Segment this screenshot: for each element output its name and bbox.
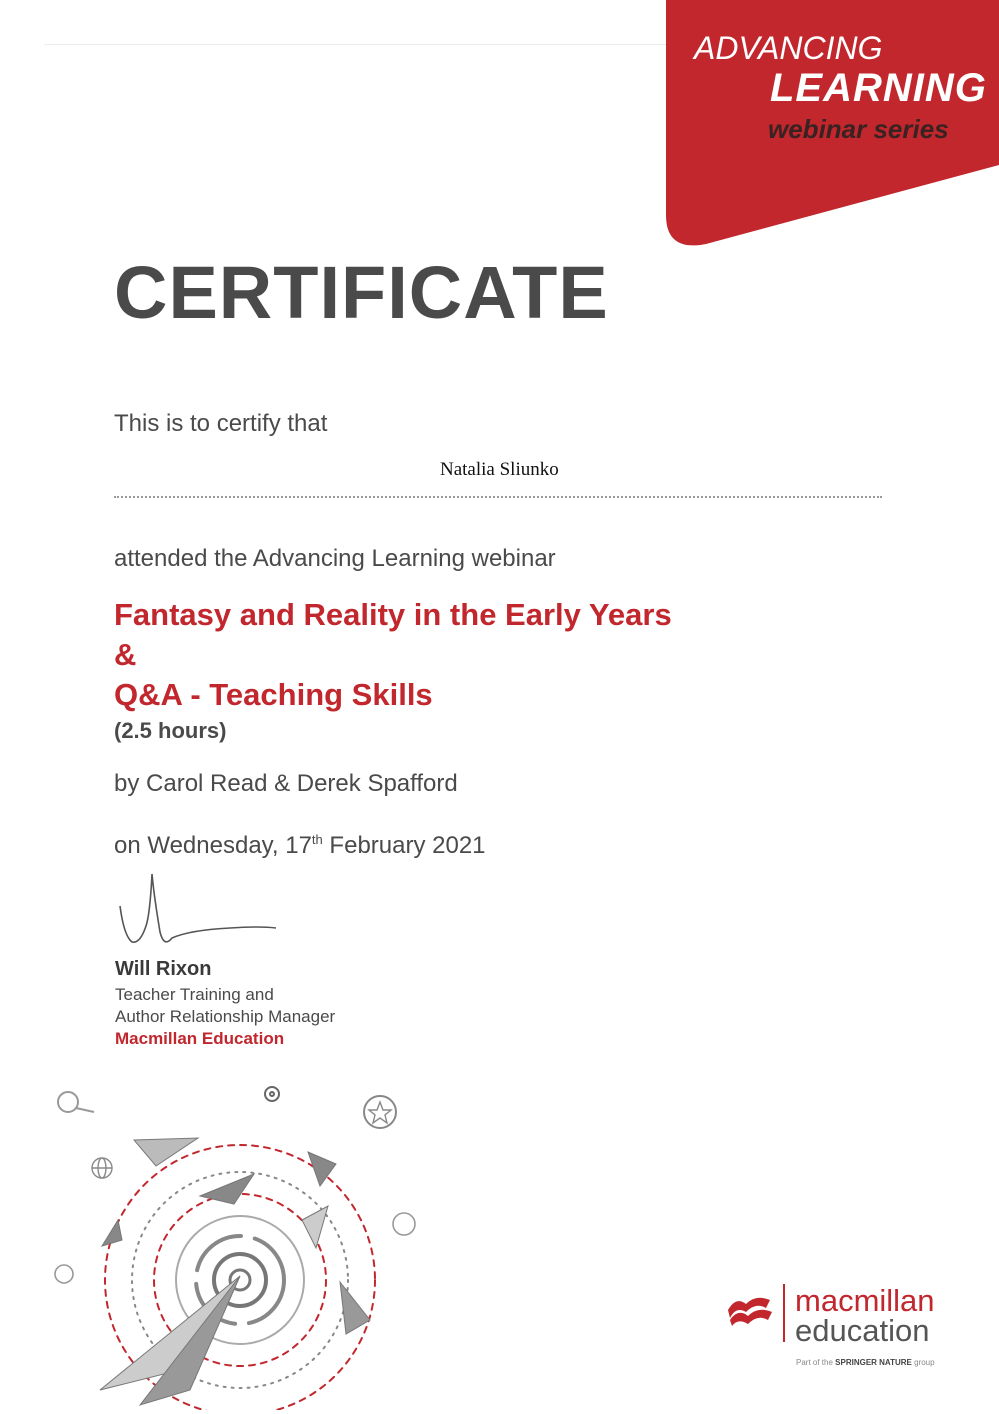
signer-organization: Macmillan Education — [115, 1029, 285, 1048]
logo-subtitle — [796, 1358, 935, 1367]
logo-sub-suffix: group — [911, 1358, 935, 1367]
date-rest: February 2021 — [322, 832, 486, 859]
certificate-title: CERTIFICATE — [114, 251, 609, 334]
presenters: by Carol Read & Derek Spafford — [114, 770, 458, 797]
logo-sub-prefix: Part of the — [796, 1358, 836, 1367]
recipient-name: Natalia Sliunko — [440, 459, 559, 480]
logo-sub-brand: SPRINGER NATURE — [835, 1358, 912, 1367]
signer-role-line-1: Teacher Training and — [115, 985, 274, 1004]
signer-role-line-2: Author Relationship Manager — [115, 1007, 336, 1026]
signer-name: Will Rixon — [115, 958, 212, 980]
date-prefix: on Wednesday, 17 — [114, 832, 312, 859]
star-icon — [364, 1096, 396, 1128]
macmillan-logo-icon — [726, 1286, 776, 1326]
logo-word-macmillan: macmillan — [795, 1283, 935, 1318]
recipient-dotted-line — [114, 496, 882, 498]
webinar-title-ampersand: & — [114, 637, 137, 672]
webinar-date — [114, 832, 486, 860]
top-rule — [44, 44, 666, 45]
banner-learning: LEARNING — [770, 66, 987, 110]
gear-icon — [265, 1087, 279, 1101]
webinar-duration: (2.5 hours) — [114, 718, 227, 743]
webinar-title-line-1: Fantasy and Reality in the Early Years — [114, 597, 672, 632]
banner-advancing: ADVANCING — [694, 30, 883, 66]
attended-text: attended the Advancing Learning webinar — [114, 545, 556, 572]
search-icon — [58, 1092, 94, 1112]
certify-text: This is to certify that — [114, 410, 328, 437]
logo-word-education: education — [795, 1313, 930, 1348]
decorative-illustration — [40, 1070, 440, 1410]
date-ordinal: th — [311, 832, 323, 847]
signature — [110, 866, 290, 956]
logo-divider — [783, 1284, 785, 1342]
banner-webinar-series: webinar series — [768, 114, 949, 144]
webinar-title-line-2: Q&A - Teaching Skills — [114, 677, 433, 712]
globe-icon — [92, 1158, 112, 1178]
